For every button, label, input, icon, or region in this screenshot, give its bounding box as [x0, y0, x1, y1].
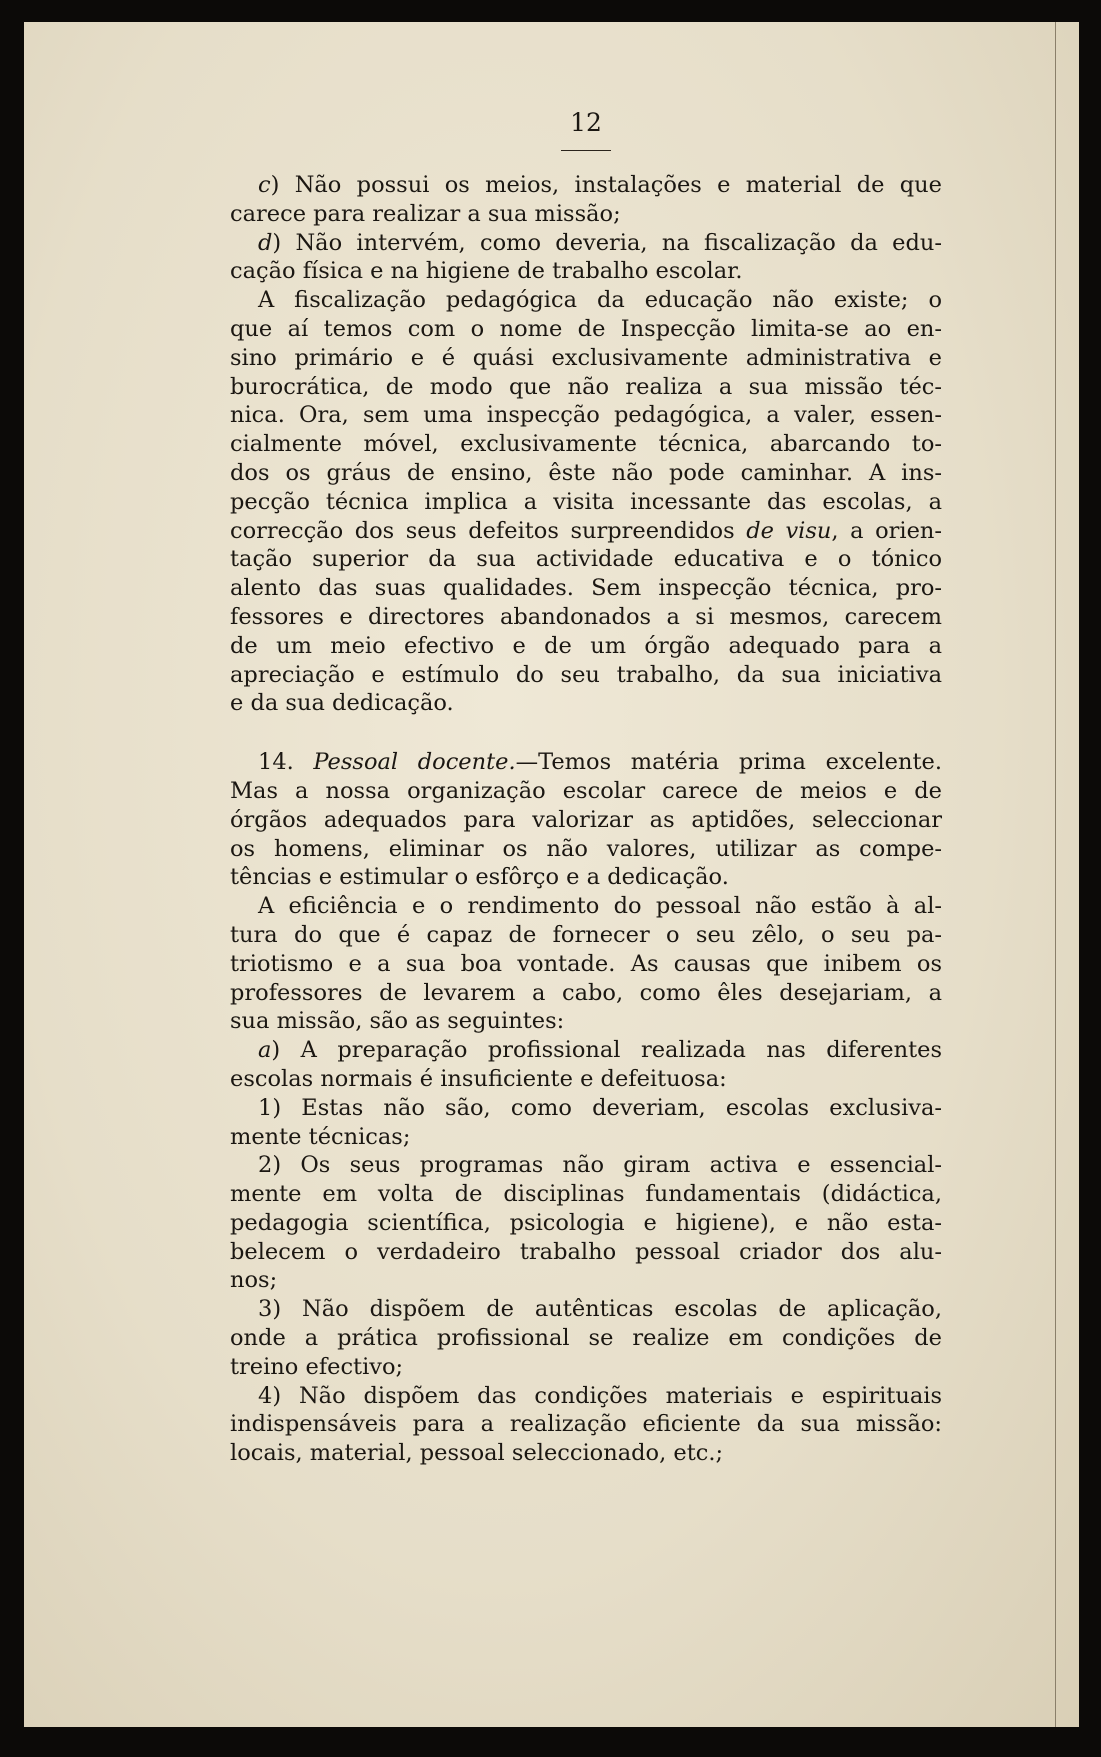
text-line: tências e estimular o esfôrço e a dedicação.	[230, 864, 729, 891]
section-gap	[230, 718, 942, 748]
paragraph-item-d	[230, 229, 942, 287]
list-item-1	[230, 1094, 942, 1152]
section-heading-line: 14. Pessoal docente.—Temos matéria prima excelente.	[258, 749, 942, 776]
page-edge-shadow	[1055, 22, 1056, 1727]
text-line: que aí temos com o nome de Inspecção limita-se ao en-	[230, 315, 942, 342]
text-line: órgãos adequados para valorizar as aptidões, seleccionar	[230, 806, 942, 833]
text-line: alento das suas qualidades. Sem inspecção técnica, pro-	[230, 575, 942, 602]
text-line: fessores e directores abandonados a si mesmos, carecem	[230, 603, 942, 630]
text-line: e da sua dedicação.	[230, 690, 454, 717]
text-line: nica. Ora, sem uma inspecção pedagógica, a valer, essen-	[230, 402, 942, 429]
text-line: triotismo e a sua boa vontade. As causas que inibem os	[230, 950, 942, 977]
text-line: c) Não possui os meios, instalações e material de que	[258, 172, 942, 198]
list-item-4	[230, 1382, 942, 1468]
text-line: A fiscalização pedagógica da educação não existe; o	[258, 287, 942, 314]
text-line: 2) Os seus programas não giram activa e essencial-	[258, 1152, 942, 1179]
text-line: sua missão, são as seguintes:	[230, 1008, 565, 1035]
list-item-3	[230, 1295, 942, 1381]
list-item-2	[230, 1151, 942, 1295]
text-line: tura do que é capaz de fornecer o seu zêlo, o seu pa-	[230, 921, 942, 948]
text-line: pecção técnica implica a visita incessante das escolas, a	[230, 488, 942, 515]
text-line: os homens, eliminar os não valores, utilizar as compe-	[230, 835, 942, 862]
text-line: cação física e na higiene de trabalho escolar.	[230, 258, 743, 285]
text-line: 3) Não dispõem de autênticas escolas de aplicação,	[258, 1296, 942, 1323]
page-number: 12	[570, 108, 602, 137]
text-line: mente em volta de disciplinas fundamentais (didáctica,	[230, 1181, 942, 1208]
text-line: locais, material, pessoal seleccionado, etc.;	[230, 1440, 724, 1467]
text-line: a) A preparação profissional realizada nas diferentes	[258, 1037, 942, 1064]
text-line: nos;	[230, 1267, 278, 1294]
text-line: cialmente móvel, exclusivamente técnica, abarcando to-	[230, 431, 942, 458]
paragraph-inspection	[230, 286, 942, 718]
text-line: escolas normais é insuficiente e defeituosa:	[230, 1065, 727, 1092]
text-line: de um meio efectivo e de um órgão adequado para a	[230, 632, 942, 659]
page-number-rule	[561, 150, 611, 151]
text-line: dos os gráus de ensino, êste não pode caminhar. A ins-	[230, 459, 942, 486]
paragraph-efficiency	[230, 892, 942, 1036]
text-line: mente técnicas;	[230, 1123, 411, 1150]
text-line: Mas a nossa organização escolar carece de meios e de	[230, 777, 942, 804]
text-line: sino primário e é quási exclusivamente administrativa e	[230, 344, 942, 371]
text-line: d) Não intervém, como deveria, na fiscalização da edu-	[258, 229, 942, 256]
text-line: professores de levarem a cabo, como êles desejariam, a	[230, 979, 942, 1006]
text-line: 1) Estas não são, como deveriam, escolas exclusiva-	[258, 1094, 942, 1121]
text-line: apreciação e estímulo do seu trabalho, da sua iniciativa	[230, 661, 942, 688]
text-line: onde a prática profissional se realize em condições de	[230, 1325, 942, 1352]
paragraph-item-c	[230, 171, 942, 229]
text-line: pedagogia scientífica, psicologia e higiene), e não esta-	[230, 1209, 942, 1236]
text-line: tação superior da sua actividade educativa e o tónico	[230, 546, 942, 573]
text-line: indispensáveis para a realização eficiente da sua missão:	[230, 1411, 942, 1438]
page-text-block	[230, 108, 942, 1468]
section-14-pessoal-docente	[230, 748, 942, 892]
paragraph-item-a	[230, 1036, 942, 1094]
text-line: A eficiência e o rendimento do pessoal não estão à al-	[258, 893, 942, 920]
text-line: burocrática, de modo que não realiza a sua missão téc-	[230, 373, 942, 400]
text-line: carece para realizar a sua missão;	[230, 200, 621, 227]
text-line: belecem o verdadeiro trabalho pessoal criador dos alu-	[230, 1238, 942, 1265]
text-line: correcção dos seus defeitos surpreendidos de visu, a orien-	[230, 517, 943, 544]
text-line: 4) Não dispõem das condições materiais e espirituais	[258, 1382, 942, 1409]
text-line: treino efectivo;	[230, 1353, 404, 1380]
